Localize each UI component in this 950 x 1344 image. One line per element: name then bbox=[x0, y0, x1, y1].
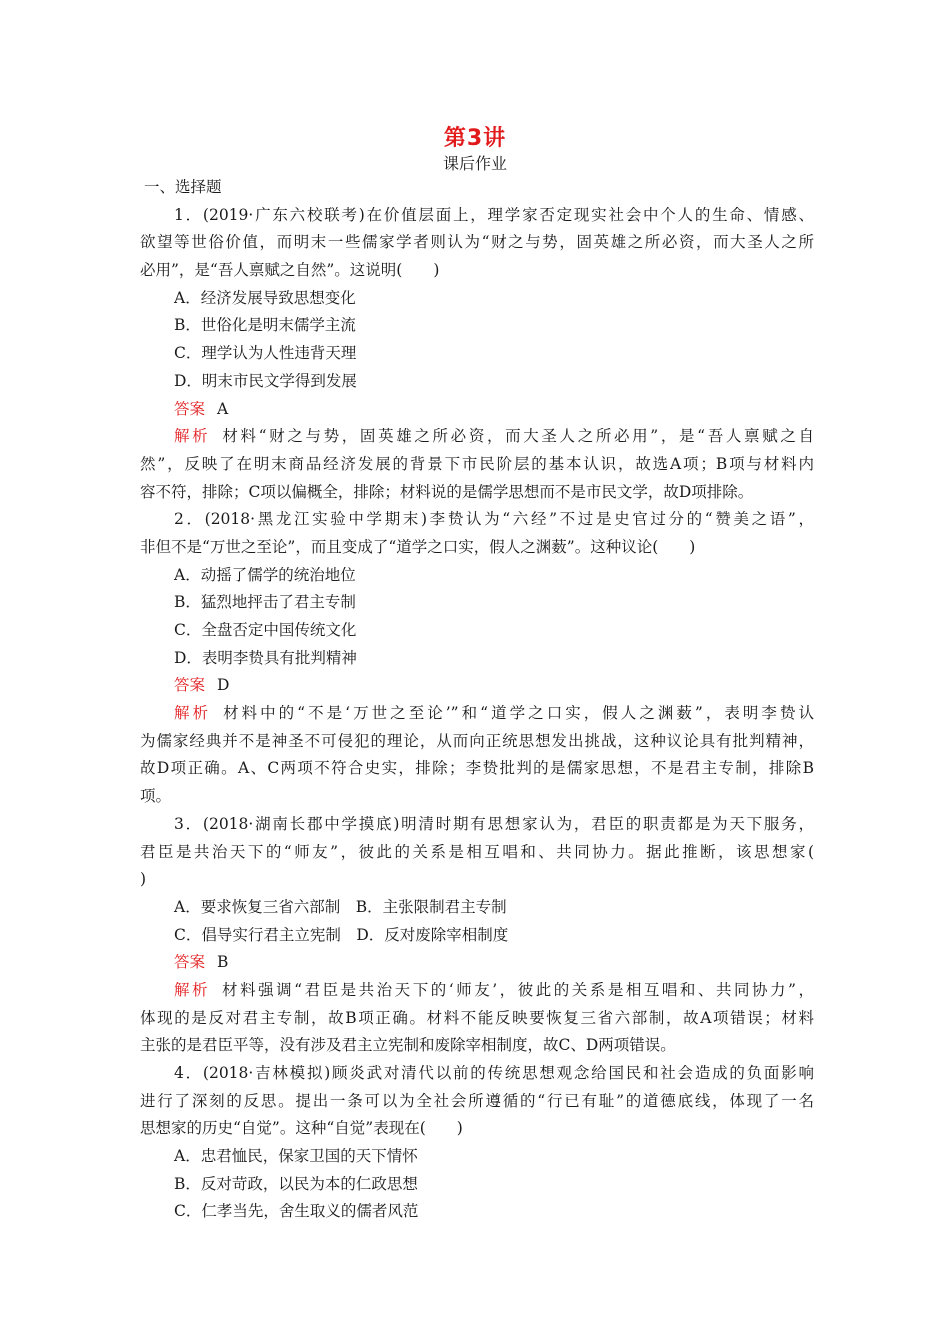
option-c-d: C．倡导实行君主立宪制 D．反对废除宰相制度 bbox=[174, 925, 509, 944]
analysis-line bbox=[140, 977, 814, 1005]
question-stem-line: 1．(2019·广东六校联考)在价值层面上，理学家否定现实社会中个人的生命、情感、 bbox=[174, 205, 814, 224]
answer-line bbox=[140, 672, 814, 700]
question-stem-line: ) bbox=[140, 870, 147, 889]
analysis-line: 然”，反映了在明末商品经济发展的背景下市民阶层的基本认识，故选A项；B项与材料内 bbox=[140, 454, 814, 473]
question-stem-line: 2．(2018·黑龙江实验中学期末)李贽认为“六经”不过是史官过分的“赞美之语”， bbox=[174, 510, 814, 529]
analysis-line: 主张的是君臣平等，没有涉及君主立宪制和废除宰相制度，故C、D两项错误。 bbox=[140, 1036, 676, 1055]
answer-tag: 答案 bbox=[174, 399, 206, 418]
option-a: A．动摇了儒学的统治地位 bbox=[174, 565, 356, 584]
option-c: C．仁孝当先，舍生取义的儒者风范 bbox=[174, 1202, 419, 1221]
question-3 bbox=[140, 811, 814, 1060]
analysis-tag: 解析 bbox=[174, 980, 211, 999]
option-d: D．表明李贽具有批判精神 bbox=[174, 648, 357, 667]
option-a-b: A．要求恢复三省六部制 B．主张限制君主专制 bbox=[174, 897, 507, 916]
page-title: 第3讲 bbox=[443, 126, 507, 151]
option-a: A．忠君恤民，保家卫国的天下情怀 bbox=[174, 1147, 418, 1166]
option-a: A．经济发展导致思想变化 bbox=[174, 288, 356, 307]
option-b: B．猛烈地抨击了君主专制 bbox=[174, 593, 356, 612]
answer-line bbox=[140, 396, 814, 424]
answer-tag: 答案 bbox=[174, 953, 206, 972]
question-2 bbox=[140, 506, 814, 811]
question-stem-line: 欲望等世俗价值，而明末一些儒家学者则认为“财之与势，固英雄之所必资，而大圣人之所 bbox=[140, 233, 814, 252]
question-stem-line: 非但不是“万世之至论”，而且变成了“道学之口实，假人之渊薮”。这种议论( ) bbox=[140, 537, 696, 556]
document-body bbox=[140, 174, 814, 1226]
question-stem-line: 思想家的历史“自觉”。这种“自觉”表现在( ) bbox=[140, 1119, 463, 1138]
section-label: 一、选择题 bbox=[144, 178, 222, 196]
analysis-tag: 解析 bbox=[174, 427, 211, 446]
analysis-line: 项。 bbox=[140, 787, 172, 806]
question-stem-line: 必用”，是“吾人禀赋之自然”。这说明( ) bbox=[140, 261, 440, 280]
answer-value: A bbox=[217, 399, 229, 418]
answer-tag: 答案 bbox=[174, 676, 206, 695]
analysis-tag: 解析 bbox=[174, 704, 212, 723]
option-c: C．全盘否定中国传统文化 bbox=[174, 621, 357, 639]
analysis-line bbox=[140, 700, 814, 728]
analysis-line bbox=[140, 423, 814, 451]
question-4 bbox=[140, 1060, 814, 1226]
question-stem-line: 君臣是共治天下的“师友”，彼此的关系是相互唱和、共同协力。据此推断，该思想家( bbox=[140, 842, 814, 861]
analysis-text: 材料“财之与势，固英雄之所必资，而大圣人之所必用”，是“吾人禀赋之自 bbox=[222, 427, 814, 446]
analysis-text: 材料强调“君臣是共治天下的‘师友’，彼此的关系是相互唱和、共同协力”， bbox=[222, 980, 814, 999]
question-stem-line: 4．(2018·吉林模拟)顾炎武对清代以前的传统思想观念给国民和社会造成的负面影响 bbox=[174, 1064, 814, 1082]
analysis-line: 为儒家经典并不是神圣不可侵犯的理论，从而向正统思想发出挑战，这种议论具有批判精神， bbox=[140, 731, 814, 750]
page-subtitle: 课后作业 bbox=[442, 154, 507, 173]
analysis-line: 容不符，排除；C项以偏概全，排除；材料说的是儒学思想而不是市民文学，故D项排除。 bbox=[140, 482, 754, 501]
option-b: B．世俗化是明末儒学主流 bbox=[174, 316, 356, 335]
option-b: B．反对苛政，以民为本的仁政思想 bbox=[174, 1174, 418, 1193]
option-d: D．明末市民文学得到发展 bbox=[174, 371, 357, 390]
analysis-line: 体现的是反对君主专制，故B项正确。材料不能反映要恢复三省六部制，故A项错误；材料 bbox=[140, 1008, 814, 1027]
question-1 bbox=[140, 202, 814, 507]
answer-value: B bbox=[217, 953, 229, 972]
question-stem-line: 进行了深刻的反思。提出一条可以为全社会所遵循的“行已有耻”的道德底线，体现了一名 bbox=[140, 1091, 814, 1110]
analysis-text: 材料中的“不是‘万世之至论’”和“道学之口实，假人之渊薮”，表明李贽认 bbox=[223, 704, 814, 723]
analysis-line: 故D项正确。A、C两项不符合史实，排除；李贽批判的是儒家思想，不是君主专制，排除B bbox=[140, 759, 814, 778]
option-c: C．理学认为人性违背天理 bbox=[174, 344, 357, 363]
question-stem-line: 3．(2018·湖南长郡中学摸底)明清时期有思想家认为，君臣的职责都是为天下服务， bbox=[174, 814, 814, 833]
answer-line bbox=[140, 949, 814, 977]
answer-value: D bbox=[217, 676, 230, 695]
